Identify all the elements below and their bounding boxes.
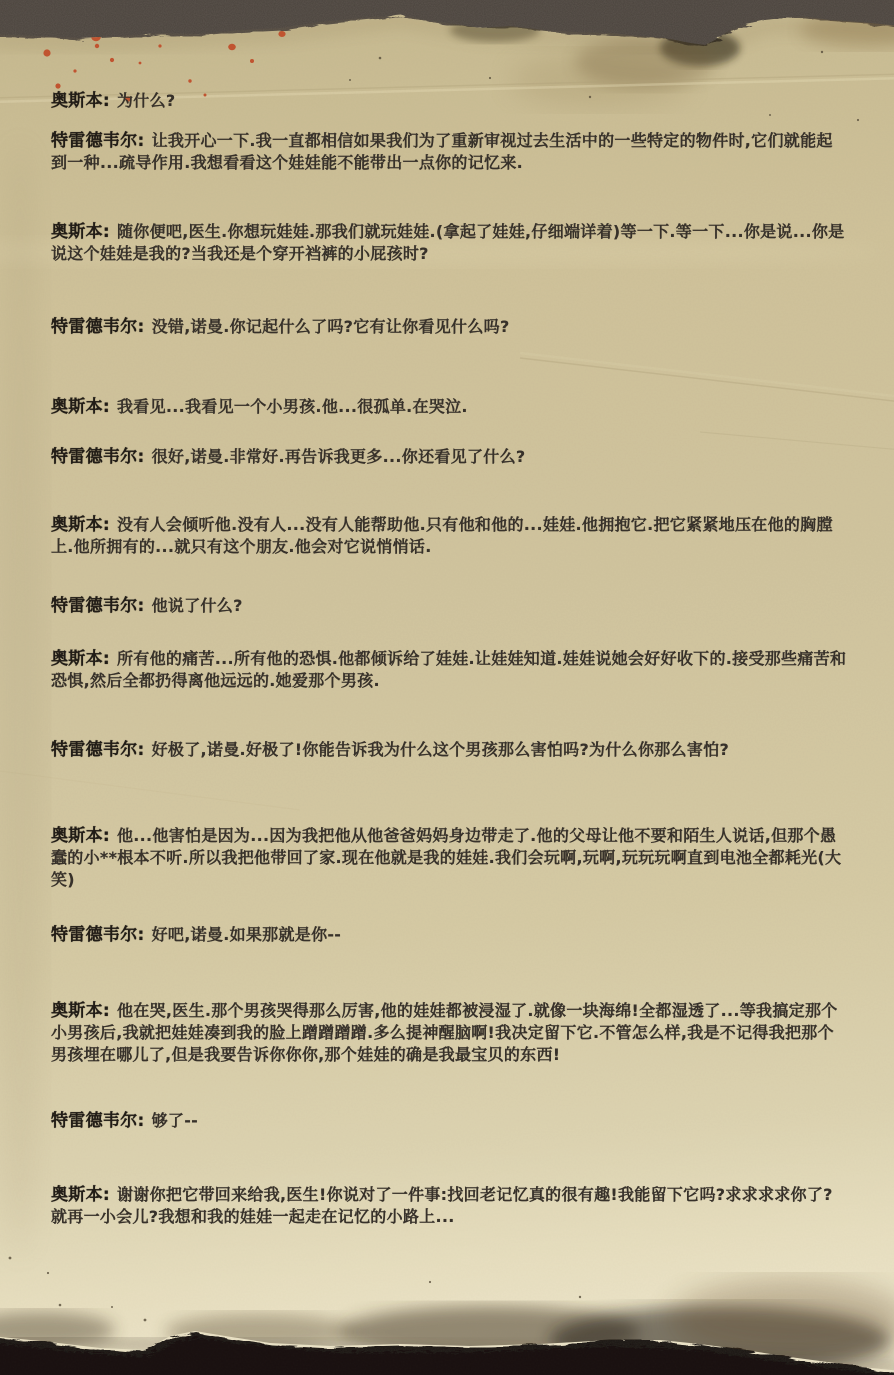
- speaker-name: 奥斯本:: [51, 222, 110, 242]
- speech-text: 好极了,诺曼.好极了!你能告诉我为什么这个男孩那么害怕吗?为什么你那么害怕?: [151, 740, 730, 759]
- speaker-name: 奥斯本:: [51, 826, 110, 846]
- dialogue-line: [51, 595, 847, 617]
- dialogue-line: [51, 514, 847, 558]
- speech-text: 很好,诺曼.非常好.再告诉我更多...你还看见了什么?: [151, 447, 526, 466]
- dialogue-line: [51, 130, 847, 174]
- speech-text: 他说了什么?: [151, 596, 243, 615]
- speaker-name: 奥斯本:: [51, 1001, 110, 1021]
- speech-text: 好吧,诺曼.如果那就是你--: [151, 925, 342, 944]
- speech-text: 我看见...我看见一个小男孩.他...很孤单.在哭泣.: [117, 397, 468, 416]
- speaker-name: 特雷德韦尔:: [51, 131, 145, 151]
- speaker-name: 奥斯本:: [51, 1185, 110, 1205]
- dialogue-line: [51, 221, 847, 265]
- speech-text: 没有人会倾听他.没有人...没有人能帮助他.只有他和他的...娃娃.他拥抱它.把它紧紧地压在他的胸膛上.他所拥有的...就只有这个朋友.他会对它说悄悄话.: [51, 515, 833, 556]
- dialogue-line: [51, 739, 847, 761]
- speech-text: 所有他的痛苦...所有他的恐惧.他都倾诉给了娃娃.让娃娃知道.娃娃说她会好好收下的.接受那些痛苦和恐惧,然后全都扔得离他远远的.她爱那个男孩.: [51, 649, 847, 690]
- dialogue-line: [51, 924, 847, 946]
- speech-text: 他...他害怕是因为...因为我把他从他爸爸妈妈身边带走了.他的父母让他不要和陌生人说话,但那个愚蠢的小**根本不听.所以我把他带回了家.现在他就是我的娃娃.我们会玩啊,玩啊,玩玩玩啊直到电池全都耗光(大笑): [51, 826, 842, 889]
- dialogue-line: [51, 1110, 847, 1132]
- speaker-name: 特雷德韦尔:: [51, 740, 145, 760]
- dialogue-line: [51, 1000, 847, 1066]
- speaker-name: 奥斯本:: [51, 397, 110, 417]
- speaker-name: 特雷德韦尔:: [51, 317, 145, 337]
- dialogue-line: [51, 316, 847, 338]
- speaker-name: 特雷德韦尔:: [51, 925, 145, 945]
- dialogue-line: [51, 1184, 847, 1228]
- speech-text: 没错,诺曼.你记起什么了吗?它有让你看见什么吗?: [151, 317, 510, 336]
- speaker-name: 特雷德韦尔:: [51, 1111, 145, 1131]
- speaker-name: 奥斯本:: [51, 515, 110, 535]
- speech-text: 够了--: [151, 1111, 199, 1130]
- speaker-name: 奥斯本:: [51, 649, 110, 669]
- dialogue-line: [51, 396, 847, 418]
- dialogue-line: [51, 825, 847, 891]
- speech-text: 让我开心一下.我一直都相信如果我们为了重新审视过去生活中的一些特定的物件时,它们就能起到一种...疏导作用.我想看看这个娃娃能不能带出一点你的记忆来.: [51, 131, 833, 172]
- speech-text: 为什么?: [117, 91, 176, 110]
- dialogue-line: [51, 446, 847, 468]
- speaker-name: 特雷德韦尔:: [51, 447, 145, 467]
- speech-text: 谢谢你把它带回来给我,医生!你说对了一件事:找回老记忆真的很有趣!我能留下它吗?求求求求你了?就再一小会儿?我想和我的娃娃一起走在记忆的小路上...: [51, 1185, 833, 1226]
- speaker-name: 奥斯本:: [51, 91, 110, 111]
- dialogue-line: [51, 648, 847, 692]
- dialogue-line: [51, 90, 847, 112]
- speaker-name: 特雷德韦尔:: [51, 596, 145, 616]
- speech-text: 他在哭,医生.那个男孩哭得那么厉害,他的娃娃都被浸湿了.就像一块海绵!全都湿透了...等我搞定那个小男孩后,我就把娃娃凑到我的脸上蹭蹭蹭蹭.多么提神醒脑啊!我决定留下它.不管怎么样,我是不记得我把那个男孩埋在哪儿了,但是我要告诉你你你,那个娃娃的确是我最宝贝的东西!: [51, 1001, 838, 1064]
- speech-text: 随你便吧,医生.你想玩娃娃.那我们就玩娃娃.(拿起了娃娃,仔细端详着)等一下.等一下...你是说...你是说这个娃娃是我的?当我还是个穿开裆裤的小屁孩时?: [51, 222, 845, 263]
